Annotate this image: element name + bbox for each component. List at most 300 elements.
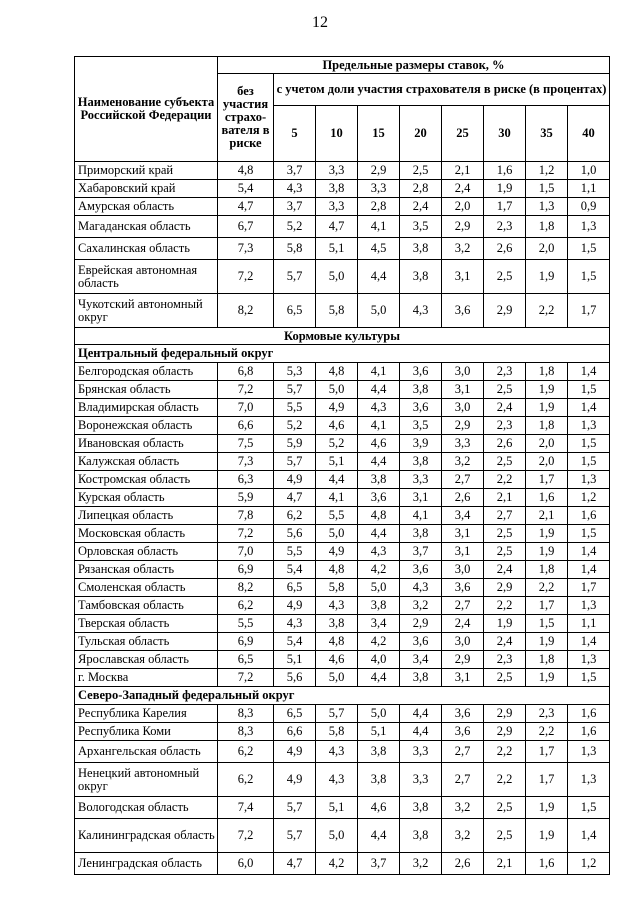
rate-cell: 2,9 — [484, 723, 526, 741]
rate-cell: 4,1 — [400, 507, 442, 525]
rate-cell: 4,7 — [218, 198, 274, 216]
region-name: Магаданская область — [75, 216, 218, 238]
rate-cell: 2,2 — [484, 471, 526, 489]
rate-cell: 4,3 — [274, 615, 316, 633]
rate-cell: 6,2 — [218, 597, 274, 615]
region-name: Липецкая область — [75, 507, 218, 525]
rate-cell: 1,9 — [484, 615, 526, 633]
rate-cell: 7,3 — [218, 453, 274, 471]
rate-cell: 1,4 — [568, 399, 610, 417]
rate-cell: 3,3 — [400, 741, 442, 763]
rate-cell: 5,4 — [218, 180, 274, 198]
rate-cell: 3,1 — [400, 489, 442, 507]
rate-cell: 2,7 — [442, 597, 484, 615]
region-name: Рязанская область — [75, 561, 218, 579]
rate-cell: 3,2 — [442, 819, 484, 853]
region-name: Еврейская автономная область — [75, 260, 218, 294]
table-row — [75, 453, 610, 471]
rate-cell: 1,7 — [526, 597, 568, 615]
rate-cell: 4,3 — [316, 597, 358, 615]
rate-cell: 3,8 — [358, 763, 400, 797]
rate-cell: 2,1 — [484, 853, 526, 875]
rate-cell: 1,3 — [568, 417, 610, 435]
rate-cell: 5,0 — [316, 819, 358, 853]
rate-cell: 3,8 — [400, 669, 442, 687]
rate-cell: 1,7 — [526, 763, 568, 797]
rate-cell: 4,4 — [358, 669, 400, 687]
rate-cell: 6,5 — [218, 651, 274, 669]
rate-cell: 5,7 — [316, 705, 358, 723]
region-name: Костромская область — [75, 471, 218, 489]
rate-cell: 3,1 — [442, 381, 484, 399]
region-name: Приморский край — [75, 162, 218, 180]
rate-cell: 2,4 — [442, 615, 484, 633]
rate-cell: 4,5 — [358, 238, 400, 260]
rate-cell: 3,6 — [400, 363, 442, 381]
rate-cell: 5,9 — [274, 435, 316, 453]
rate-cell: 5,6 — [274, 669, 316, 687]
rate-cell: 2,2 — [526, 579, 568, 597]
rate-cell: 1,5 — [568, 238, 610, 260]
rate-cell: 3,7 — [274, 162, 316, 180]
rate-cell: 1,5 — [568, 669, 610, 687]
rate-cell: 1,7 — [526, 471, 568, 489]
rate-cell: 6,2 — [274, 507, 316, 525]
region-name: Архангельская область — [75, 741, 218, 763]
rate-cell: 5,1 — [274, 651, 316, 669]
rate-cell: 2,1 — [526, 507, 568, 525]
rate-cell: 7,2 — [218, 381, 274, 399]
rate-cell: 5,1 — [316, 453, 358, 471]
rate-cell: 1,9 — [526, 669, 568, 687]
district-title-row — [75, 687, 610, 705]
rate-cell: 4,4 — [358, 819, 400, 853]
table-row — [75, 399, 610, 417]
rate-cell: 2,1 — [442, 162, 484, 180]
table-row — [75, 238, 610, 260]
rate-cell: 3,3 — [316, 162, 358, 180]
rate-cell: 1,5 — [568, 453, 610, 471]
rate-cell: 2,9 — [442, 651, 484, 669]
table-row — [75, 651, 610, 669]
table-row — [75, 435, 610, 453]
rate-cell: 5,2 — [274, 216, 316, 238]
rate-cell: 4,8 — [358, 507, 400, 525]
rate-cell: 3,0 — [442, 633, 484, 651]
rate-cell: 4,1 — [358, 417, 400, 435]
rate-cell: 8,3 — [218, 705, 274, 723]
table-row — [75, 216, 610, 238]
rate-cell: 3,5 — [400, 417, 442, 435]
rate-cell: 1,8 — [526, 417, 568, 435]
region-name: Воронежская область — [75, 417, 218, 435]
rate-cell: 1,4 — [568, 819, 610, 853]
rate-cell: 1,7 — [568, 294, 610, 328]
section-title-row — [75, 328, 610, 345]
rate-cell: 1,5 — [568, 797, 610, 819]
rate-cell: 3,2 — [400, 853, 442, 875]
table-row — [75, 381, 610, 399]
rate-cell: 1,2 — [526, 162, 568, 180]
rate-cell: 4,8 — [316, 633, 358, 651]
section-title: Кормовые культуры — [75, 328, 610, 345]
rate-cell: 3,8 — [358, 471, 400, 489]
rate-cell: 2,8 — [400, 180, 442, 198]
rate-cell: 1,9 — [526, 260, 568, 294]
table-row — [75, 471, 610, 489]
rate-cell: 1,5 — [568, 435, 610, 453]
rate-cell: 1,2 — [568, 853, 610, 875]
rate-cell: 3,8 — [316, 615, 358, 633]
rate-cell: 6,9 — [218, 561, 274, 579]
rate-cell: 4,7 — [274, 853, 316, 875]
rate-cell: 2,3 — [484, 417, 526, 435]
rate-cell: 1,3 — [568, 597, 610, 615]
rate-cell: 6,6 — [218, 417, 274, 435]
header-with-participation: с учетом доли участия страхователя в риске (в процентах) — [274, 74, 610, 106]
rate-cell: 1,5 — [526, 180, 568, 198]
rate-cell: 1,5 — [526, 615, 568, 633]
rate-cell: 1,6 — [568, 507, 610, 525]
rate-cell: 2,9 — [484, 579, 526, 597]
table-row — [75, 162, 610, 180]
rate-cell: 3,8 — [400, 453, 442, 471]
rate-cell: 6,2 — [218, 763, 274, 797]
rate-cell: 2,7 — [442, 471, 484, 489]
rate-cell: 1,3 — [568, 471, 610, 489]
rate-cell: 1,8 — [526, 561, 568, 579]
region-name: г. Москва — [75, 669, 218, 687]
region-name: Хабаровский край — [75, 180, 218, 198]
rate-cell: 4,4 — [358, 260, 400, 294]
rate-cell: 1,8 — [526, 651, 568, 669]
region-name: Тамбовская область — [75, 597, 218, 615]
rate-cell: 4,3 — [358, 543, 400, 561]
rate-cell: 3,0 — [442, 363, 484, 381]
rate-cell: 3,2 — [442, 453, 484, 471]
rate-cell: 4,3 — [316, 763, 358, 797]
rate-cell: 1,9 — [526, 399, 568, 417]
rate-cell: 5,0 — [316, 260, 358, 294]
rate-cell: 5,0 — [358, 294, 400, 328]
rate-cell: 3,8 — [358, 741, 400, 763]
rate-cell: 2,8 — [358, 198, 400, 216]
rate-cell: 1,9 — [526, 543, 568, 561]
table-row — [75, 597, 610, 615]
region-name: Смоленская область — [75, 579, 218, 597]
table-row — [75, 615, 610, 633]
rate-cell: 3,6 — [400, 633, 442, 651]
rate-cell: 1,4 — [568, 363, 610, 381]
rate-cell: 2,5 — [484, 525, 526, 543]
district-title: Центральный федеральный округ — [75, 345, 610, 363]
rate-cell: 2,2 — [484, 597, 526, 615]
rate-cell: 3,6 — [400, 399, 442, 417]
rate-cell: 6,8 — [218, 363, 274, 381]
rate-cell: 1,9 — [526, 633, 568, 651]
region-name: Белгородская область — [75, 363, 218, 381]
rate-cell: 6,6 — [274, 723, 316, 741]
region-name: Ненецкий автономный округ — [75, 763, 218, 797]
table-row — [75, 819, 610, 853]
rate-cell: 3,9 — [400, 435, 442, 453]
rate-cell: 1,6 — [568, 723, 610, 741]
rate-cell: 6,5 — [274, 579, 316, 597]
rate-cell: 1,3 — [526, 198, 568, 216]
rate-cell: 4,8 — [316, 363, 358, 381]
rate-cell: 5,0 — [358, 705, 400, 723]
header-pct-cell: 15 — [358, 106, 400, 162]
rate-cell: 5,7 — [274, 797, 316, 819]
rate-cell: 5,0 — [358, 579, 400, 597]
rate-cell: 2,4 — [442, 180, 484, 198]
rate-cell: 4,9 — [316, 399, 358, 417]
rate-cell: 1,9 — [526, 381, 568, 399]
rate-cell: 2,6 — [442, 853, 484, 875]
rate-cell: 4,8 — [316, 561, 358, 579]
region-name: Тульская область — [75, 633, 218, 651]
rate-cell: 3,4 — [400, 651, 442, 669]
rate-cell: 3,3 — [400, 471, 442, 489]
rate-cell: 7,3 — [218, 238, 274, 260]
rate-cell: 3,1 — [442, 260, 484, 294]
rate-cell: 1,3 — [568, 651, 610, 669]
rate-cell: 4,7 — [274, 489, 316, 507]
rate-cell: 6,0 — [218, 853, 274, 875]
table-row — [75, 763, 610, 797]
rate-cell: 7,8 — [218, 507, 274, 525]
rate-cell: 5,0 — [316, 669, 358, 687]
rate-cell: 2,9 — [484, 705, 526, 723]
rate-cell: 7,2 — [218, 819, 274, 853]
table-row — [75, 507, 610, 525]
rate-cell: 2,0 — [526, 453, 568, 471]
rate-cell: 3,6 — [442, 294, 484, 328]
rate-cell: 5,0 — [316, 381, 358, 399]
rate-cell: 4,3 — [400, 294, 442, 328]
rate-cell: 2,7 — [442, 741, 484, 763]
header-pct-cell: 40 — [568, 106, 610, 162]
rate-cell: 5,1 — [316, 797, 358, 819]
rate-cell: 7,5 — [218, 435, 274, 453]
rate-cell: 1,8 — [526, 216, 568, 238]
rate-cell: 2,2 — [484, 741, 526, 763]
region-name: Тверская область — [75, 615, 218, 633]
rate-cell: 2,1 — [484, 489, 526, 507]
rate-cell: 4,8 — [218, 162, 274, 180]
rate-cell: 5,1 — [316, 238, 358, 260]
rate-cell: 5,7 — [274, 453, 316, 471]
rate-cell: 5,5 — [316, 507, 358, 525]
region-name: Амурская область — [75, 198, 218, 216]
rate-cell: 3,1 — [442, 525, 484, 543]
rate-cell: 1,9 — [526, 797, 568, 819]
region-name: Сахалинская область — [75, 238, 218, 260]
rate-cell: 4,9 — [274, 471, 316, 489]
rate-cell: 6,5 — [274, 294, 316, 328]
rate-cell: 2,9 — [358, 162, 400, 180]
rate-cell: 5,7 — [274, 260, 316, 294]
rate-cell: 2,4 — [484, 561, 526, 579]
rate-cell: 5,7 — [274, 819, 316, 853]
rate-cell: 1,9 — [484, 180, 526, 198]
table-row — [75, 705, 610, 723]
rate-cell: 3,8 — [400, 525, 442, 543]
rate-cell: 7,4 — [218, 797, 274, 819]
rate-cell: 2,4 — [400, 198, 442, 216]
rate-cell: 3,8 — [400, 797, 442, 819]
rate-cell: 1,3 — [568, 216, 610, 238]
rate-cell: 1,8 — [526, 363, 568, 381]
table-row — [75, 561, 610, 579]
rate-cell: 2,7 — [484, 507, 526, 525]
region-name: Калининградская область — [75, 819, 218, 853]
rate-cell: 7,2 — [218, 525, 274, 543]
rate-cell: 5,7 — [274, 381, 316, 399]
rate-cell: 3,8 — [400, 238, 442, 260]
rate-cell: 2,5 — [484, 819, 526, 853]
rate-cell: 3,8 — [400, 381, 442, 399]
rate-cell: 0,9 — [568, 198, 610, 216]
rate-cell: 3,2 — [400, 597, 442, 615]
rate-cell: 1,3 — [568, 763, 610, 797]
region-name: Брянская область — [75, 381, 218, 399]
rate-cell: 8,3 — [218, 723, 274, 741]
rate-cell: 2,5 — [484, 543, 526, 561]
rate-cell: 2,2 — [484, 763, 526, 797]
table-row — [75, 363, 610, 381]
rate-cell: 4,4 — [400, 705, 442, 723]
rate-cell: 3,6 — [358, 489, 400, 507]
rate-cell: 2,3 — [526, 705, 568, 723]
rate-cell: 2,9 — [400, 615, 442, 633]
rate-cell: 4,2 — [316, 853, 358, 875]
rate-cell: 1,9 — [526, 525, 568, 543]
header-pct-cell: 5 — [274, 106, 316, 162]
rate-cell: 4,3 — [400, 579, 442, 597]
rate-cell: 1,6 — [484, 162, 526, 180]
rate-cell: 5,8 — [316, 294, 358, 328]
rate-cell: 1,5 — [568, 260, 610, 294]
rate-cell: 1,7 — [568, 579, 610, 597]
rate-cell: 4,0 — [358, 651, 400, 669]
rate-cell: 3,7 — [358, 853, 400, 875]
table-row — [75, 180, 610, 198]
table-row — [75, 853, 610, 875]
rate-cell: 1,7 — [484, 198, 526, 216]
table-row — [75, 797, 610, 819]
rate-cell: 3,2 — [442, 797, 484, 819]
rate-cell: 3,8 — [316, 180, 358, 198]
rate-cell: 7,0 — [218, 543, 274, 561]
table-row — [75, 741, 610, 763]
rate-cell: 3,2 — [442, 238, 484, 260]
rate-cell: 7,2 — [218, 669, 274, 687]
rate-cell: 5,2 — [274, 417, 316, 435]
rate-cell: 2,9 — [442, 417, 484, 435]
region-name: Курская область — [75, 489, 218, 507]
region-name: Ленинградская область — [75, 853, 218, 875]
rate-cell: 3,3 — [358, 180, 400, 198]
table-row — [75, 489, 610, 507]
rate-cell: 2,3 — [484, 363, 526, 381]
rate-cell: 2,4 — [484, 399, 526, 417]
rate-cell: 3,7 — [274, 198, 316, 216]
rate-cell: 8,2 — [218, 294, 274, 328]
header-pct-cell: 30 — [484, 106, 526, 162]
rate-cell: 2,6 — [442, 489, 484, 507]
rate-cell: 4,4 — [316, 471, 358, 489]
rate-cell: 2,0 — [442, 198, 484, 216]
rate-cell: 5,6 — [274, 525, 316, 543]
rate-cell: 3,8 — [358, 597, 400, 615]
rate-cell: 4,3 — [358, 399, 400, 417]
rate-cell: 1,2 — [568, 489, 610, 507]
region-name: Республика Карелия — [75, 705, 218, 723]
rate-cell: 4,7 — [316, 216, 358, 238]
rate-cell: 3,6 — [442, 723, 484, 741]
rate-cell: 1,5 — [568, 381, 610, 399]
rate-cell: 4,9 — [316, 543, 358, 561]
rate-cell: 4,1 — [358, 363, 400, 381]
rate-cell: 2,9 — [484, 294, 526, 328]
rate-cell: 4,4 — [358, 453, 400, 471]
region-name: Ивановская область — [75, 435, 218, 453]
rate-cell: 5,4 — [274, 633, 316, 651]
table-row — [75, 579, 610, 597]
rate-cell: 5,5 — [274, 399, 316, 417]
header-name-column: Наименование субъекта Российской Федерации — [75, 57, 218, 162]
rate-cell: 5,8 — [316, 723, 358, 741]
rate-cell: 1,0 — [568, 162, 610, 180]
rate-cell: 3,1 — [442, 669, 484, 687]
rate-cell: 5,5 — [218, 615, 274, 633]
header-pct-cell: 10 — [316, 106, 358, 162]
rate-cell: 4,6 — [358, 435, 400, 453]
rate-cell: 3,6 — [400, 561, 442, 579]
rate-cell: 3,3 — [400, 763, 442, 797]
rate-cell: 4,3 — [316, 741, 358, 763]
rates-table — [74, 56, 610, 875]
table-row — [75, 723, 610, 741]
rate-cell: 3,6 — [442, 579, 484, 597]
rate-cell: 2,5 — [484, 260, 526, 294]
rate-cell: 4,4 — [400, 723, 442, 741]
rate-cell: 5,4 — [274, 561, 316, 579]
region-name: Владимирская область — [75, 399, 218, 417]
rate-cell: 4,9 — [274, 597, 316, 615]
rate-cell: 2,0 — [526, 435, 568, 453]
rate-cell: 3,8 — [400, 819, 442, 853]
rate-cell: 2,5 — [484, 453, 526, 471]
rate-cell: 4,9 — [274, 763, 316, 797]
rate-cell: 1,3 — [568, 741, 610, 763]
rate-cell: 8,2 — [218, 579, 274, 597]
rate-cell: 2,4 — [484, 633, 526, 651]
rate-cell: 3,1 — [442, 543, 484, 561]
table-row — [75, 260, 610, 294]
rate-cell: 5,9 — [218, 489, 274, 507]
rate-cell: 2,5 — [484, 381, 526, 399]
rate-cell: 3,5 — [400, 216, 442, 238]
rate-cell: 1,4 — [568, 543, 610, 561]
rate-cell: 2,2 — [526, 723, 568, 741]
table-row — [75, 198, 610, 216]
rate-cell: 2,6 — [484, 238, 526, 260]
district-title-row — [75, 345, 610, 363]
rate-cell: 2,6 — [484, 435, 526, 453]
region-name: Республика Коми — [75, 723, 218, 741]
